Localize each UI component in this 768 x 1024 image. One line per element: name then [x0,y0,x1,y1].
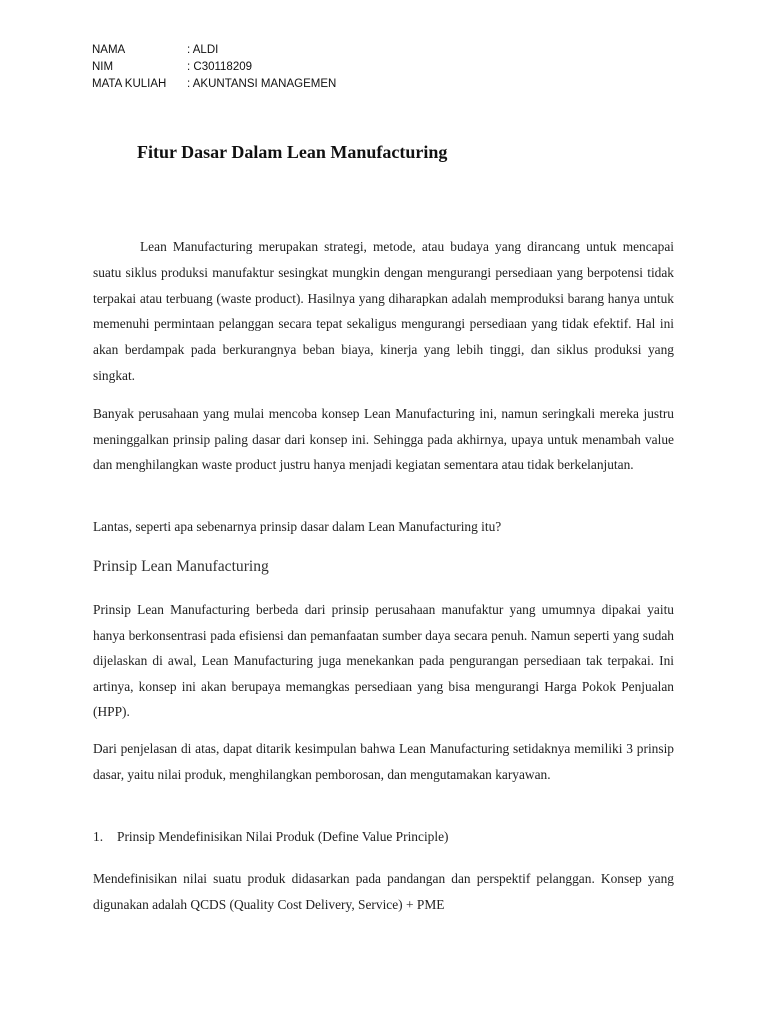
paragraph-intro: Lean Manufacturing merupakan strategi, metode, atau budaya yang dirancang untuk mencapai suatu siklus produksi manufaktur sesingkat mungkin dengan mengurangi persediaan yang berpotensi tidak terpakai atau terbuang (waste product). Hasilnya yang diharapkan adalah memproduksi barang hanya untuk memenuhi permintaan pelanggan secara tepat sekaligus mengurangi persediaan yang tidak efektif. Hal ini akan berdampak pada berkurangnya beban biaya, kinerja yang lebih tinggi, dan siklus produksi yang singkat. [93,239,674,383]
list-number: 1. [93,829,104,844]
paragraph-principle: Prinsip Lean Manufacturing berbeda dari prinsip perusahaan manufaktur yang umumnya dipakai yaitu hanya berkonsentrasi pada efisiensi dan pemanfaatan sumber daya secara penuh. Namun seperti yang sudah dijelaskan di awal, Lean Manufacturing juga menekankan pada pengurangan persediaan tak terpakai. Ini artinya, konsep ini akan berupaya memangkas persediaan yang bisa mengurangi Harga Pokok Penjualan (HPP). [93,602,674,720]
meta-label: NAMA [92,44,126,56]
meta-label: NIM [92,61,114,73]
list-item [93,826,448,848]
meta-row-nim [92,59,336,76]
meta-value: : AKUNTANSI MANAGEMEN [187,78,337,90]
document-title: Fitur Dasar Dalam Lean Manufacturing [137,142,448,162]
meta-row-name [92,42,336,59]
paragraph-conclusion: Dari penjelasan di atas, dapat ditarik kesimpulan bahwa Lean Manufacturing setidaknya memiliki 3 prinsip dasar, yaitu nilai produk, menghilangkan pemborosan, dan mengutamakan karyawan. [93,741,674,782]
meta-row-course [92,76,336,93]
meta-label: MATA KULIAH [92,78,167,90]
paragraph-question: Lantas, seperti apa sebenarnya prinsip dasar dalam Lean Manufacturing itu? [93,519,502,534]
paragraph-define-value: Mendefinisikan nilai suatu produk didasarkan pada pandangan dan perspektif pelanggan. Konsep yang digunakan adalah QCDS (Quality Cost Delivery, Service) + PME [93,871,674,912]
list-text: Prinsip Mendefinisikan Nilai Produk (Define Value Principle) [117,829,449,844]
paragraph-problem: Banyak perusahaan yang mulai mencoba konsep Lean Manufacturing ini, namun seringkali mereka justru meninggalkan prinsip paling dasar dari konsep ini. Sehingga pada akhirnya, upaya untuk menambah value dan menghilangkan waste product justru hanya menjadi kegiatan sementara atau tidak berkelanjutan. [93,406,674,473]
section-heading: Prinsip Lean Manufacturing [93,558,269,575]
meta-value: : ALDI [187,44,219,56]
student-info [92,42,336,93]
meta-value: : C30118209 [187,61,253,73]
